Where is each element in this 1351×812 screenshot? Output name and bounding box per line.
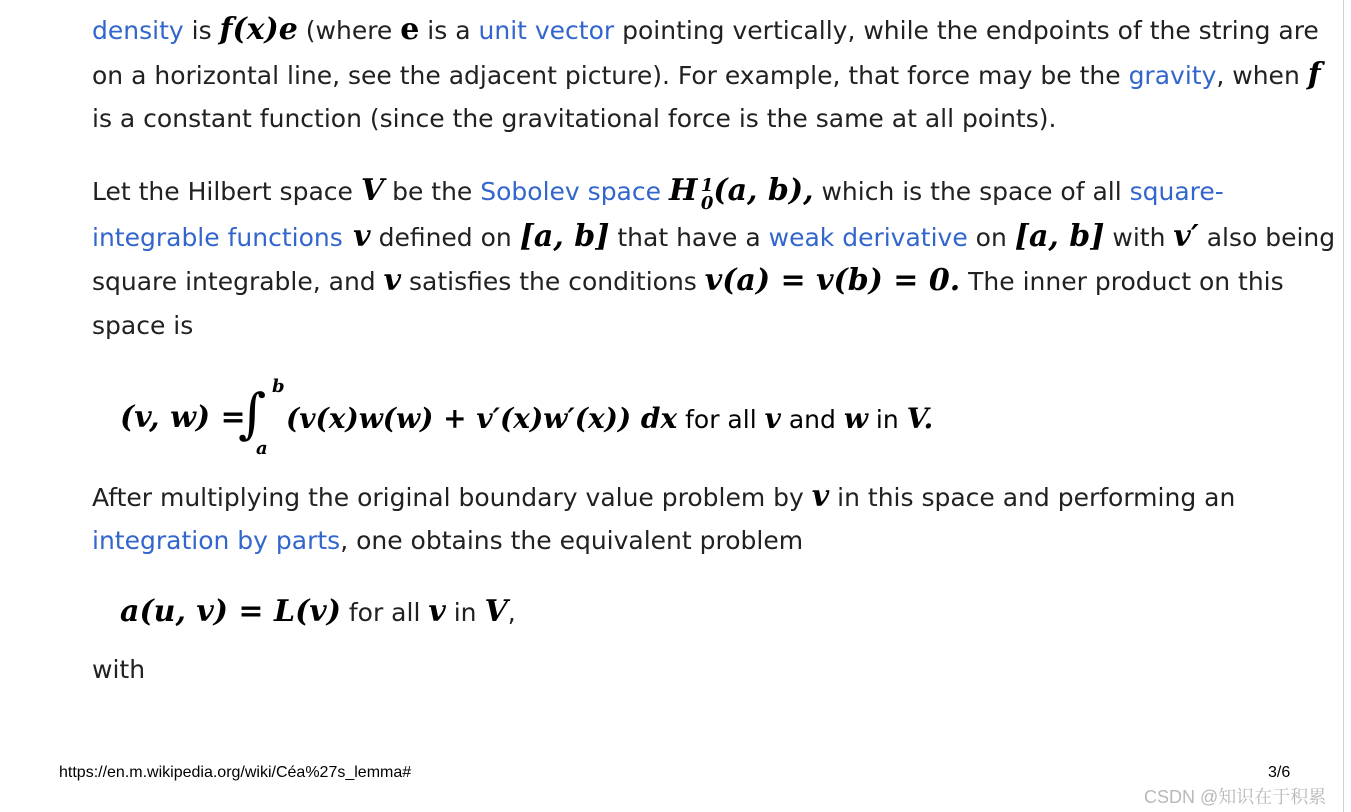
para2-line1 [92, 173, 1224, 214]
math-v: v [811, 479, 830, 514]
text: , when [1216, 61, 1308, 90]
integrand: (v(x)w(w) + v′(x)w′(x)) dx [286, 402, 678, 435]
text: is [183, 16, 220, 45]
link-square-integrable[interactable]: square- [1129, 177, 1224, 206]
math-v-prime: v′ [1173, 219, 1199, 254]
text: also being [1198, 223, 1336, 252]
text: on a horizontal line, see the adjacent picture). For example, that force may be the [92, 61, 1129, 90]
link-weak-derivative[interactable]: weak derivative [768, 223, 968, 252]
para1-line2 [92, 58, 1321, 93]
text: The inner product on this [960, 267, 1284, 296]
para1-line3: is a constant function (since the gravitational force is the same at all points). [92, 104, 1057, 133]
math-w: w [843, 402, 868, 435]
link-gravity[interactable]: gravity [1128, 61, 1217, 90]
math-f: f [1307, 57, 1321, 92]
integral-sign: ∫ [238, 382, 267, 445]
text: (where [297, 16, 401, 45]
math-H: H [669, 173, 698, 208]
page-edge [1343, 0, 1344, 812]
math-interval: [a, b] [519, 219, 610, 254]
text: is a [419, 16, 479, 45]
text: and [780, 405, 844, 434]
math-e: e [400, 12, 420, 47]
para2-line2 [92, 220, 1335, 255]
math-V: V. [906, 402, 934, 435]
math-v: v [764, 402, 781, 435]
weak-form-equation [120, 595, 516, 630]
link-unit-vector[interactable]: unit vector [478, 16, 615, 45]
text: with [1104, 223, 1174, 252]
text: for all [677, 405, 765, 434]
footer-url: https://en.m.wikipedia.org/wiki/Céa%27s_lemma# [59, 764, 412, 781]
text: in this space and performing an [829, 483, 1236, 512]
text: , [507, 598, 516, 627]
text: that have a [609, 223, 769, 252]
math-weak-form: a(u, v) = L(v) [120, 594, 341, 629]
link-sobolev-space[interactable]: Sobolev space [480, 177, 662, 206]
para3-line1 [92, 480, 1235, 515]
text: on [967, 223, 1015, 252]
eq-rest [286, 402, 933, 435]
math-ab: (a, b), [713, 173, 814, 208]
math-H10 [669, 173, 714, 214]
watermark: CSDN @知识在于积累 [1144, 787, 1327, 807]
inner-product-equation [120, 374, 1020, 464]
eq-lhs: (v, w) = [120, 400, 246, 435]
sub-0: 0 [700, 193, 714, 214]
para3-line2 [92, 524, 803, 558]
math-v: v [383, 263, 402, 298]
text: satisfies the conditions [401, 267, 705, 296]
sup-1: 1 [700, 175, 714, 196]
math-V: V [484, 594, 508, 629]
footer-page-number: 3/6 [1268, 764, 1291, 781]
para2-line4: space is [92, 311, 194, 340]
text: for all [340, 598, 429, 627]
text: Let the Hilbert space [92, 177, 361, 206]
text: square integrable, and [92, 267, 384, 296]
para4-with: with [92, 655, 146, 684]
text: in [445, 598, 485, 627]
text: , one obtains the equivalent problem [340, 526, 804, 555]
text: be the [384, 177, 481, 206]
link-density[interactable]: density [92, 16, 184, 45]
text: which is the space of all [813, 177, 1130, 206]
math-v: v [428, 594, 446, 629]
link-integrable-functions[interactable]: integrable functions [92, 223, 343, 252]
integral-lower-limit: a [256, 438, 268, 459]
math-interval: [a, b] [1014, 219, 1105, 254]
integral-upper-limit: b [272, 376, 285, 397]
math-boundary-conditions: v(a) = v(b) = 0. [704, 263, 961, 298]
math-V: V [360, 173, 385, 208]
text: After multiplying the original boundary value problem by [92, 483, 812, 512]
para2-line3 [92, 264, 1284, 299]
text: pointing vertically, while the endpoints of the string are [614, 16, 1319, 45]
math-force: f(x)e [219, 12, 298, 47]
text: in [867, 405, 907, 434]
math-v: v [342, 219, 371, 254]
link-integration-by-parts[interactable]: integration by parts [92, 526, 341, 555]
para1-line1 [92, 13, 1319, 48]
text: defined on [370, 223, 520, 252]
